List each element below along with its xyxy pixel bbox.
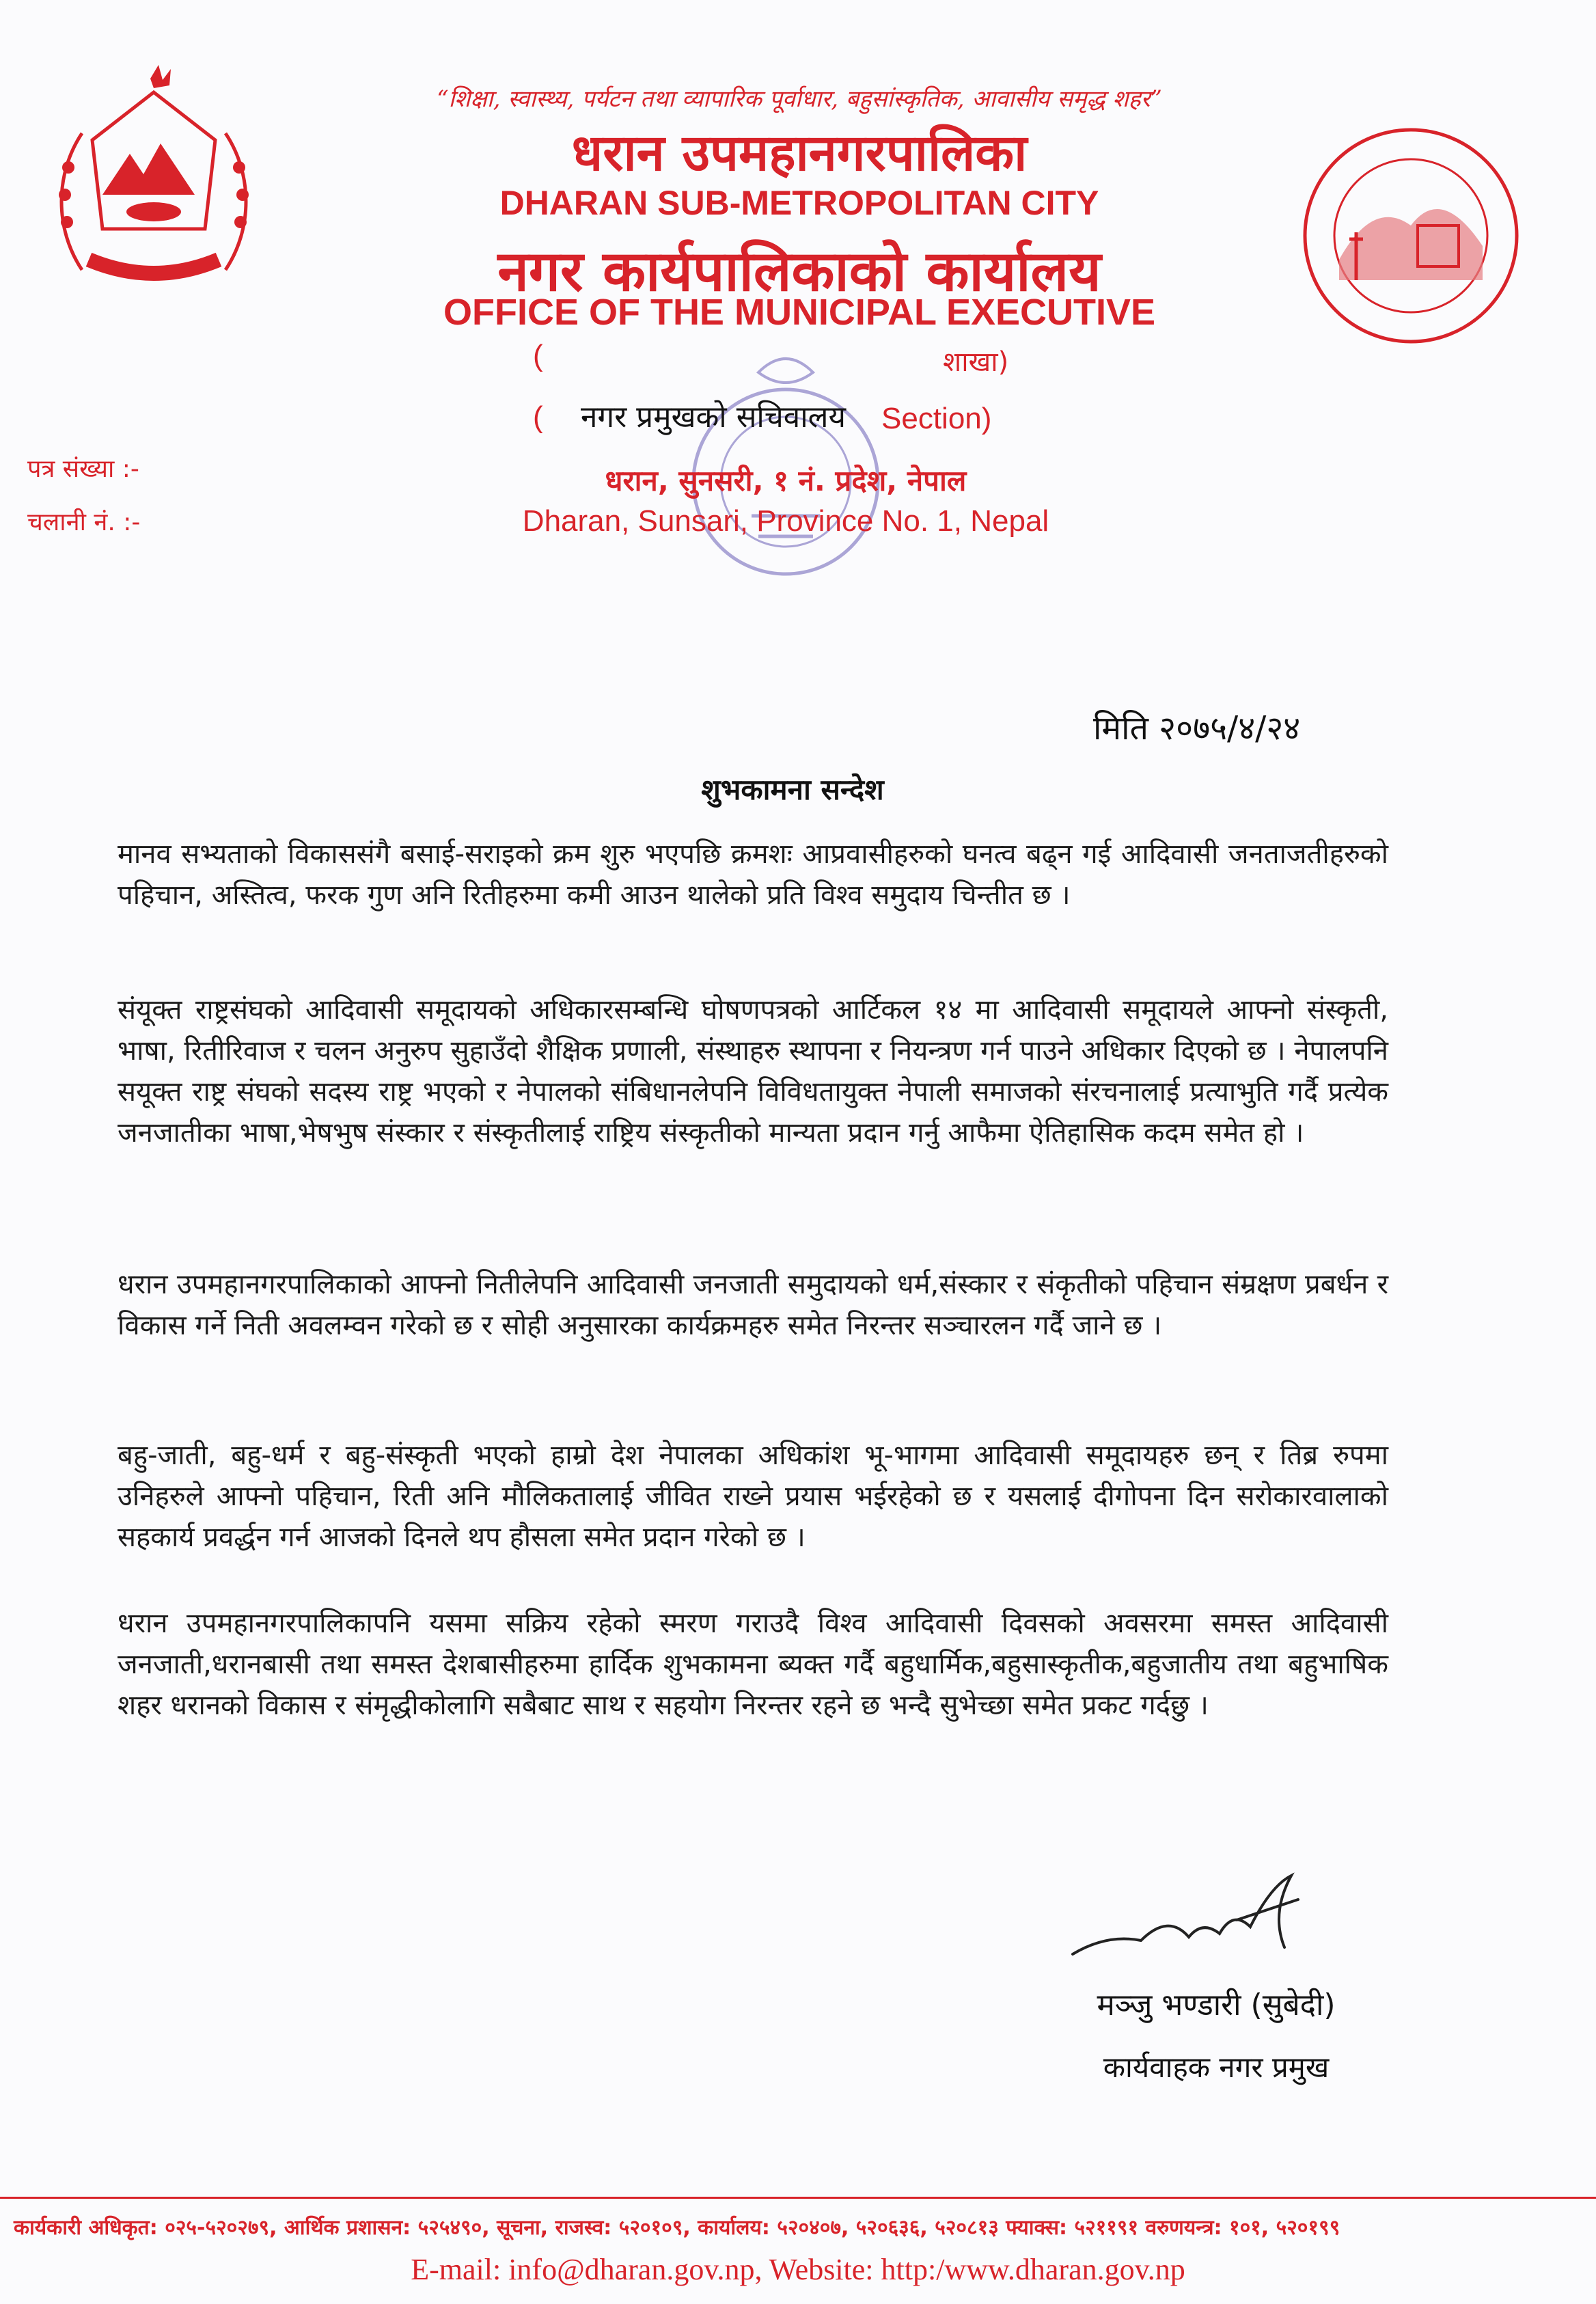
dispatch-number-label: चलानी नं. :- — [27, 508, 141, 536]
section-label: Section) — [881, 402, 992, 435]
footer-phone-numbers: कार्यकारी अधिकृत: ०२५-५२०२७९, आर्थिक प्रशासन: ५२५४९०, सूचना, राजस्व: ५२०१०९, कार्यालय: ५२०४०७, ५२०६३६, ५२०८१३ फ्याक्स: ५२११९१ वरुणयन्त्र: १०१, ५२०१९९ — [14, 2216, 1340, 2240]
footer-contact-web: E-mail: info@dharan.gov.np, Website: http:/www.dharan.gov.np — [411, 2253, 1185, 2286]
municipality-name-english: DHARAN SUB-METROPOLITAN CITY — [499, 184, 1099, 222]
municipal-seal-icon — [1298, 123, 1524, 348]
letter-paragraph: मानव सभ्यताको विकाससंगै बसाई-सराइको क्रम शुरु भएपछि क्रमशः आप्रवासीहरुको घनत्व बढ्न गई आदिवासी जनताजतीहरुको पहिचान, अस्तित्व, फरक गुण अनि रितीहरुमा कमी आउन थालेको प्रति विश्व समुदाय चिन्तीत छ । — [118, 838, 1389, 911]
letter-paragraph: बहु-जाती, बहु-धर्म र बहु-संस्कृती भएको हाम्रो देश नेपालका अधिकांश भू-भागमा आदिवासी समूदायहरु छन् र तिब्र रुपमा उनिहरुले आफ्नो पहिचान, रिती अनि मौलिकतालाई जीवित राख्ने प्रयास भईरहेको छ र यसलाई दीगोपना दिन सरोकारवालाको सहकार्य प्रवर्द्धन गर्न आजको दिनले थप हौसला समेत प्रदान गरेको छ । — [118, 1440, 1388, 1553]
letter-subject: शुभकामना सन्देश — [701, 773, 884, 806]
municipality-name-nepali: धरान उपमहानगरपालिका — [571, 124, 1028, 182]
letter-paragraph: संयूक्त राष्ट्रसंघको आदिवासी समूदायको अधिकारसम्बन्धि घोषणपत्रको आर्टिकल १४ मा आदिवासी समूदायले आफ्नो संस्कृती, भाषा, रितीरिवाज र चलन अनुरुप सुहाउँदो शैक्षिक प्रणाली, संस्थाहरु स्थापना र नियन्त्रण गर्न पाउने अधिकार दिएको छ । नेपालपनि सयूक्त राष्ट्र संघको सदस्य राष्ट्र भएको र नेपालको संबिधानलेपनि विविधतायुक्त नेपाली समाजको संरचनालाई प्रत्याभुति गर्दै प्रत्येक जनजातीका भाषा,भेषभुष संस्कार र संस्कृतीलाई राष्ट्रिय संस्कृतीको मान्यता प्रदान गर्नु आफैमा ऐतिहासिक कदम समेत हो । — [118, 994, 1388, 1149]
office-name-nepali: नगर कार्यपालिकाको कार्यालय — [497, 239, 1101, 304]
letter-paragraph: धरान उपमहानगरपालिकापनि यसमा सक्रिय रहेको स्मरण गराउदै विश्व आदिवासी दिवसको अवसरमा समस्त आदिवासी जनजाती,धरानबासी तथा समस्त देशबासीहरुमा हार्दिक शुभकामना ब्यक्त गर्दै बहुधार्मिक,बहुसास्कृतीक,बहुजातीय तथा बहुभाषिक शहर धरानको विकास र संमृद्धीकोलागि सबैबाट साथ र सहयोग निरन्तर रहने छ भन्दै सुभेच्छा समेत प्रकट गर्दछु । — [118, 1608, 1388, 1721]
section-name: नगर प्रमुखको सचिवालय — [581, 400, 846, 435]
signatory-title: कार्यवाहक नगर प्रमुख — [1103, 2051, 1330, 2084]
letter-date: मिति २०७५/४/२४ — [1093, 709, 1301, 748]
branch-label: शाखा) — [943, 346, 1009, 378]
letter-paragraph: धरान उपमहानगरपालिकाको आफ्नो नितीलेपनि आदिवासी जनजाती समुदायको धर्म,संस्कार र संकृतीको पहिचान संम्रक्षण प्रबर्धन र विकास गर्ने निती अवलम्वन गरेको छ र सोही अनुसारका कार्यक्रमहरु समेत निरन्तर सञ्चारलन गर्दै जाने छ । — [118, 1269, 1388, 1341]
handwritten-signature — [1066, 1872, 1325, 1975]
letter-number-label: पत्र संख्या :- — [27, 455, 139, 483]
municipality-slogan: “शिक्षा, स्वास्थ्य, पर्यटन तथा व्यापारिक पूर्वाधार, बहुसांस्कृतिक, आवासीय समृद्ध शहर” — [437, 85, 1162, 113]
nepal-emblem-icon — [41, 65, 266, 290]
section-open-paren: ( — [533, 400, 543, 434]
address-nepali: धरान, सुनसरी, १ नं. प्रदेश, नेपाल — [605, 464, 967, 497]
address-english: Dharan, Sunsari, Province No. 1, Nepal — [522, 504, 1049, 538]
footer-divider — [0, 2197, 1596, 2199]
signatory-name: मञ्जु भण्डारी (सुबेदी) — [1097, 1988, 1336, 2022]
branch-open-paren: ( — [533, 339, 543, 372]
office-name-english: OFFICE OF THE MUNICIPAL EXECUTIVE — [443, 292, 1156, 333]
